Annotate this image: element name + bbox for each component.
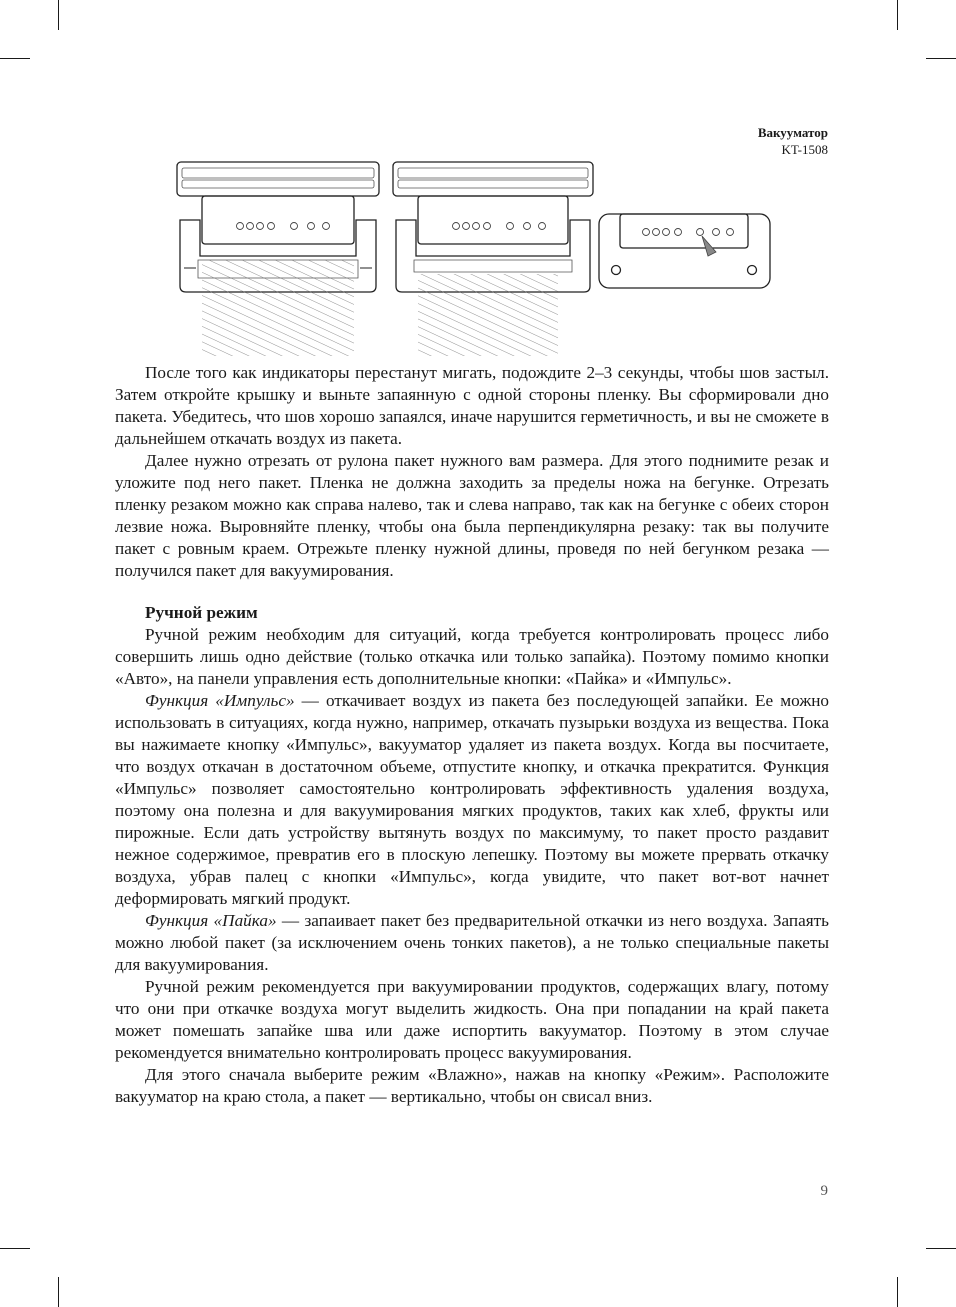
paragraph-impulse (115, 690, 829, 910)
paragraph: Для этого сначала выберите режим «Влажно», нажав на кнопку «Режим». Расположите вакууматор на краю стола, а пакет — вертикально, чтобы он свисал вниз. (115, 1065, 829, 1106)
crop-mark (926, 58, 956, 59)
page-number: 9 (820, 1183, 828, 1199)
crop-mark (0, 1248, 30, 1249)
sealer-figure-2 (393, 162, 593, 292)
impulse-text: — откачивает воздух из пакета без последующей запайки. Ее можно использовать в ситуациях, когда нужно, например, откачать пузырьки воздуха из вещества. Пока вы нажимаете кнопку «Импульс», вакууматор удаляет из пакета воздух. Когда вы посчитаете, что воздух откачан в достаточном объеме, отпустите кнопку, и откачка прекратится. Функция «Импульс» позволяет самостоятельно контролировать эффективность удаления воздуха, поэтому она полезна и для вакуумирования мягких продуктов, таких как хлеб, фрукты или пирожные. Если дать устройству вытянуть воздух по максимуму, то пакет просто раздавит нежное содержимое, превратив его в плоскую лепешку. Поэтому вы можете прервать откачку воздуха, убрав палец с кнопки «Импульс», когда увидите, что пакет вот-вот начнет деформировать мягкий продукт. (115, 691, 829, 908)
impulse-label: Функция «Импульс» (145, 691, 295, 710)
crop-mark (58, 1277, 59, 1307)
paragraph: После того как индикаторы перестанут мигать, подождите 2–3 секунды, чтобы шов застыл. Затем откройте крышку и выньте запаянную с одной стороны пленку. Вы сформировали дно пакета. Убедитесь, что шов хорошо запаялся, иначе нарушится герметичность, и вы не сможете в дальнейшем откачать воздух из пакета. (115, 363, 829, 448)
paragraph: Ручной режим необходим для ситуаций, когда требуется контролировать процесс либо совершить лишь одно действие (только откачка или только запайка). Поэтому помимо кнопки «Авто», на панели управления есть дополнительные кнопки: «Пайка» и «Импульс». (115, 625, 829, 688)
paragraph: Ручной режим рекомендуется при вакуумировании продуктов, содержащих влагу, потому что они при откачке воздуха могут выделить жидкость. Она при попадании на край пакета может помешать запайке шва или даже испортить вакууматор. Поэтому в этом случае рекомендуется внимательно контролировать процесс вакуумирования. (115, 977, 829, 1062)
header-model: KT-1508 (781, 142, 828, 157)
crop-mark (58, 0, 59, 30)
illustration (176, 160, 830, 358)
running-header (758, 124, 828, 158)
crop-mark (926, 1248, 956, 1249)
section-heading: Ручной режим (145, 603, 258, 622)
seal-text: — запаивает пакет без предварительной откачки из него воздуха. Запаять можно любой пакет (за исключением очень тонких пакетов), а не только специальные пакеты для вакуумирования. (115, 911, 830, 974)
paragraph-seal (115, 910, 829, 976)
seal-label: Функция «Пайка» (145, 911, 277, 930)
sealer-figure-3 (599, 214, 770, 288)
crop-mark (897, 1277, 898, 1307)
header-title: Вакууматор (757, 125, 828, 140)
paragraph: Далее нужно отрезать от рулона пакет нужного вам размера. Для этого поднимите резак и уложите под него пакет. Пленка не должна заходить за пределы ножа на бегунке. Отрезать пленку резаком можно как справа налево, так и слева направо, так как на бегунке с обеих сторон лезвие ножа. Выровняйте пленку, чтобы она была перпендикулярна резаку: так вы получите пакет с ровным краем. Отрежьте пленку нужной длины, проведя по ней бегунком резака — получился пакет для вакуумирования. (115, 451, 829, 580)
crop-mark (897, 0, 898, 30)
body-text (115, 362, 829, 1108)
crop-mark (0, 58, 30, 59)
